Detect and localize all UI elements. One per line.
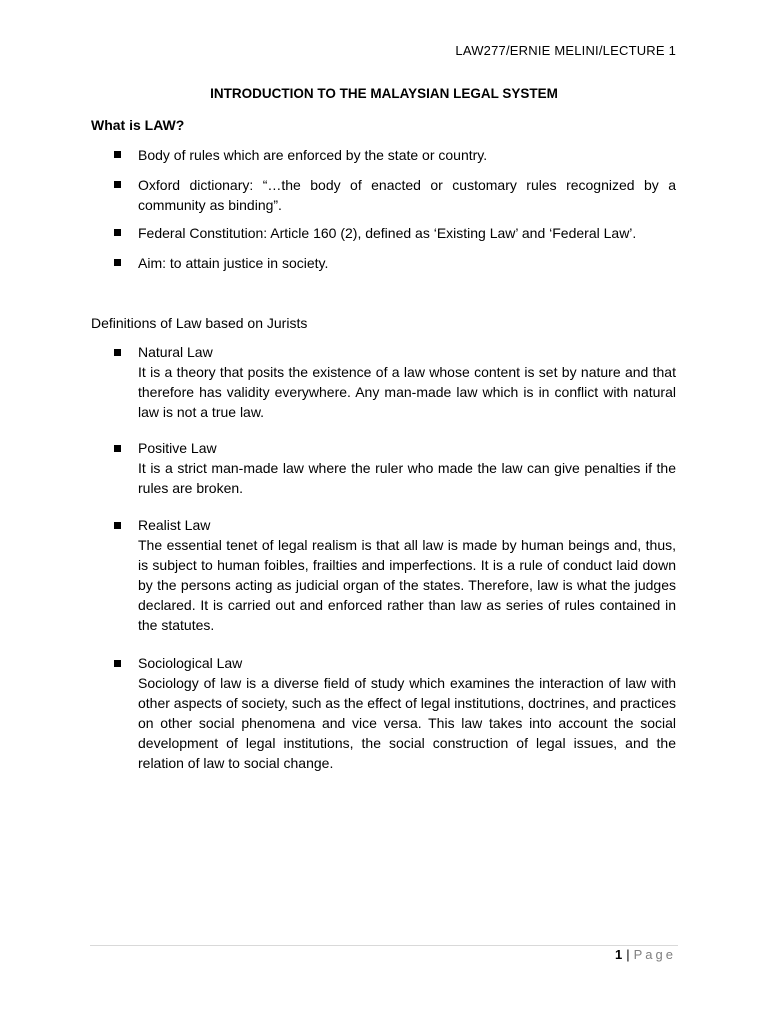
definition-label: Natural Law: [138, 344, 213, 360]
page-number: 1: [615, 947, 623, 962]
definition-text: It is a theory that posits the existence of a law whose content is set by nature and that therefore has validity everywhere. Any man-made law which is in conflict with natural law is not a true law.: [138, 364, 676, 420]
definition-natural-law: [138, 342, 676, 422]
bullet-square-icon: [114, 229, 121, 236]
list-item: Oxford dictionary: “…the body of enacted or customary rules recognized by a community as binding”.: [138, 177, 676, 213]
header-course-code: LAW277/ERNIE MELINI/LECTURE 1: [455, 43, 676, 58]
page-word: Page: [633, 947, 676, 962]
section-heading-what-is-law: What is LAW?: [91, 117, 185, 133]
bullet-square-icon: [114, 259, 121, 266]
document-title: INTRODUCTION TO THE MALAYSIAN LEGAL SYSTEM: [210, 86, 558, 101]
bullet-square-icon: [114, 181, 121, 188]
definition-text: Sociology of law is a diverse field of study which examines the interaction of law with other aspects of society, such as the effect of legal institutions, doctrines, and practices on other social phenomena and vice versa. This law takes into account the social development of legal institutions, the social construction of legal issues, and the relation of law to social change.: [138, 675, 676, 771]
bullet-square-icon: [114, 660, 121, 667]
definition-text: It is a strict man-made law where the ruler who made the law can give penalties if the rules are broken.: [138, 460, 676, 496]
definition-sociological-law: [138, 653, 676, 773]
bullet-square-icon: [114, 522, 121, 529]
footer-separator: |: [626, 947, 630, 962]
bullet-square-icon: [114, 151, 121, 158]
definition-realist-law: [138, 515, 676, 635]
footer-divider: [90, 945, 678, 946]
list-item: Aim: to attain justice in society.: [138, 255, 329, 271]
definition-text: The essential tenet of legal realism is that all law is made by human beings and, thus, is subject to human foibles, frailties and imperfections. It is a rule of conduct laid down by the persons acting as judicial organ of the states. Therefore, law is what the judges declared. It is carried out and enforced rather than law as series of rules contained in the statutes.: [138, 537, 676, 633]
page-footer: [615, 947, 676, 962]
section-heading-definitions: Definitions of Law based on Jurists: [91, 315, 308, 331]
definition-label: Sociological Law: [138, 655, 243, 671]
list-item: Federal Constitution: Article 160 (2), defined as ‘Existing Law’ and ‘Federal Law’.: [138, 225, 637, 241]
definition-label: Realist Law: [138, 517, 211, 533]
bullet-square-icon: [114, 349, 121, 356]
bullet-square-icon: [114, 445, 121, 452]
list-item: Body of rules which are enforced by the state or country.: [138, 147, 488, 163]
definition-label: Positive Law: [138, 440, 217, 456]
definition-positive-law: [138, 438, 676, 498]
